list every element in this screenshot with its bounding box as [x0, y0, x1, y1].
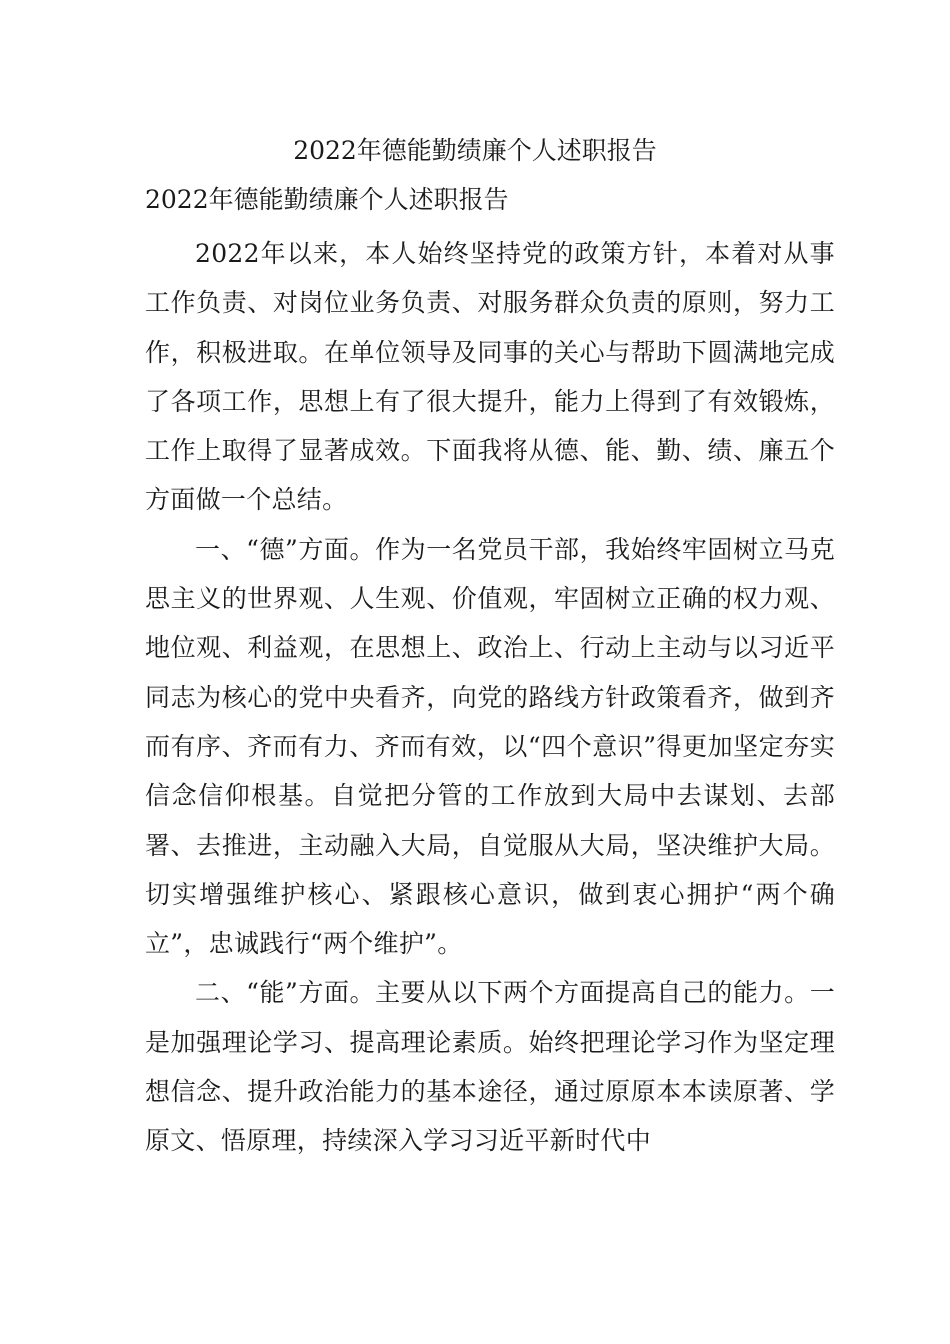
- document-body: [145, 229, 835, 1166]
- paragraph-de: 一、“德”方面。作为一名党员干部，我始终牢固树立马克思主义的世界观、人生观、价值观，牢固树立正确的权力观、地位观、利益观，在思想上、政治上、行动上主动与以习近平同志为核心的党中央看齐，向党的路线方针政策看齐，做到齐而有序、齐而有力、齐而有效，以“四个意识”得更加坚定夯实信念信仰根基。自觉把分管的工作放到大局中去谋划、去部署、去推进，主动融入大局，自觉服从大局，坚决维护大局。切实增强维护核心、紧跟核心意识，做到衷心拥护“两个确立”，忠诚践行“两个维护”。: [145, 534, 835, 959]
- document-subtitle: 2022年德能勤绩廉个人述职报告: [145, 185, 509, 214]
- document-title: 2022年德能勤绩廉个人述职报告: [293, 136, 657, 165]
- paragraph-intro: 2022年以来，本人始终坚持党的政策方针，本着对从事工作负责、对岗位业务负责、对服务群众负责的原则，努力工作，积极进取。在单位领导及同事的关心与帮助下圆满地完成了各项工作，思想上有了很大提升，能力上得到了有效锻炼，工作上取得了显著成效。下面我将从德、能、勤、绩、廉五个方面做一个总结。: [145, 239, 835, 515]
- paragraph-neng: 二、“能”方面。主要从以下两个方面提高自己的能力。一是加强理论学习、提高理论素质。始终把理论学习作为坚定理想信念、提升政治能力的基本途径，通过原原本本读原著、学原文、悟原理，持续深入学习习近平新时代中: [145, 978, 835, 1156]
